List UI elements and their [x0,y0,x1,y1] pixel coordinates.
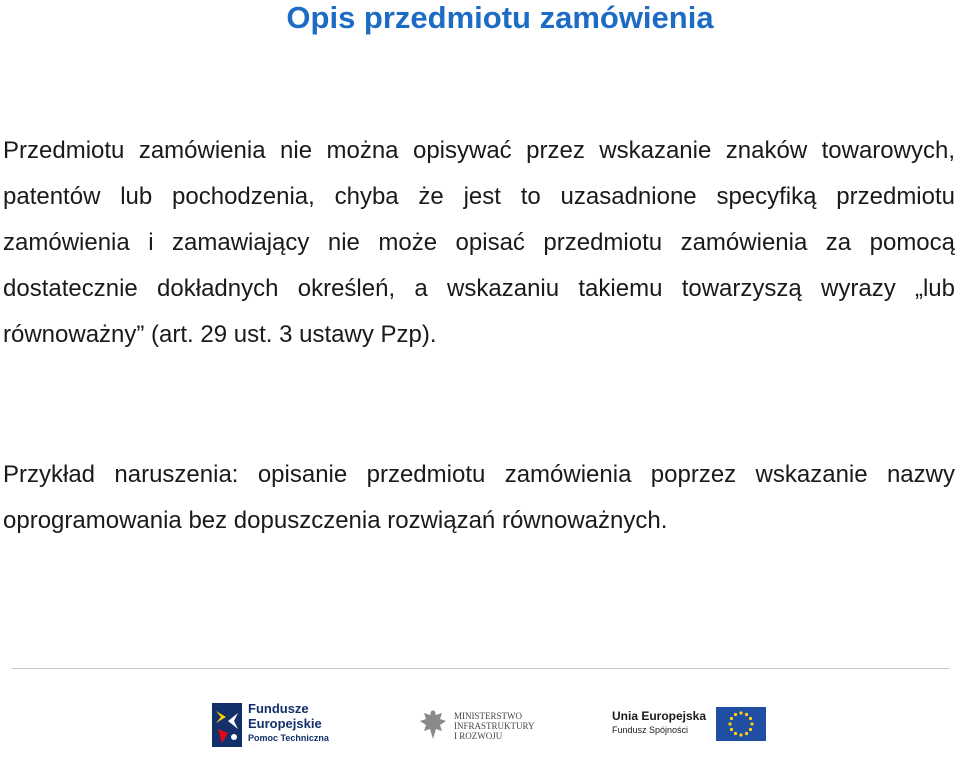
ministerstwo-line2: INFRASTRUKTURY [454,721,535,731]
eagle-emblem-icon [418,707,448,743]
ministerstwo-logo [418,695,538,755]
eu-stars-icon [716,707,766,741]
ministerstwo-line1: MINISTERSTWO [454,711,522,721]
unia-europejska-logo [612,695,772,755]
fundusze-line1: Fundusze [248,701,309,716]
fundusze-line2: Europejskie [248,716,322,731]
page-title: Opis przedmiotu zamówienia [286,0,714,35]
fundusze-emblem-icon [212,703,242,747]
fundusze-line3: Pomoc Techniczna [248,733,329,743]
body-paragraph-2: Przykład naruszenia: opisanie przedmiotu zamówienia poprzez wskazanie nazwy oprogramowania bez dopuszczenia rozwiązań równoważnych. [3,461,955,534]
ministerstwo-line3: I ROZWOJU [454,731,503,741]
eu-flag [716,707,766,741]
body-paragraph-1: Przedmiotu zamówienia nie można opisywać przez wskazanie znaków towarowych, patentów lub pochodzenia, chyba że jest to uzasadnione specyfiką przedmiotu zamówienia i zamawiający nie może opisać przedmiotu zamówienia za pomocą dostatecznie dokładnych określeń, a wskazaniu takiemu towarzyszą wyrazy „lub równoważny” (art. 29 ust. 3 ustawy Pzp). [3,137,955,348]
footer-divider [12,668,950,669]
unia-line2: Fundusz Spójności [612,725,689,735]
fundusze-europejskie-logo [212,695,362,755]
unia-line1: Unia Europejska [612,709,707,723]
